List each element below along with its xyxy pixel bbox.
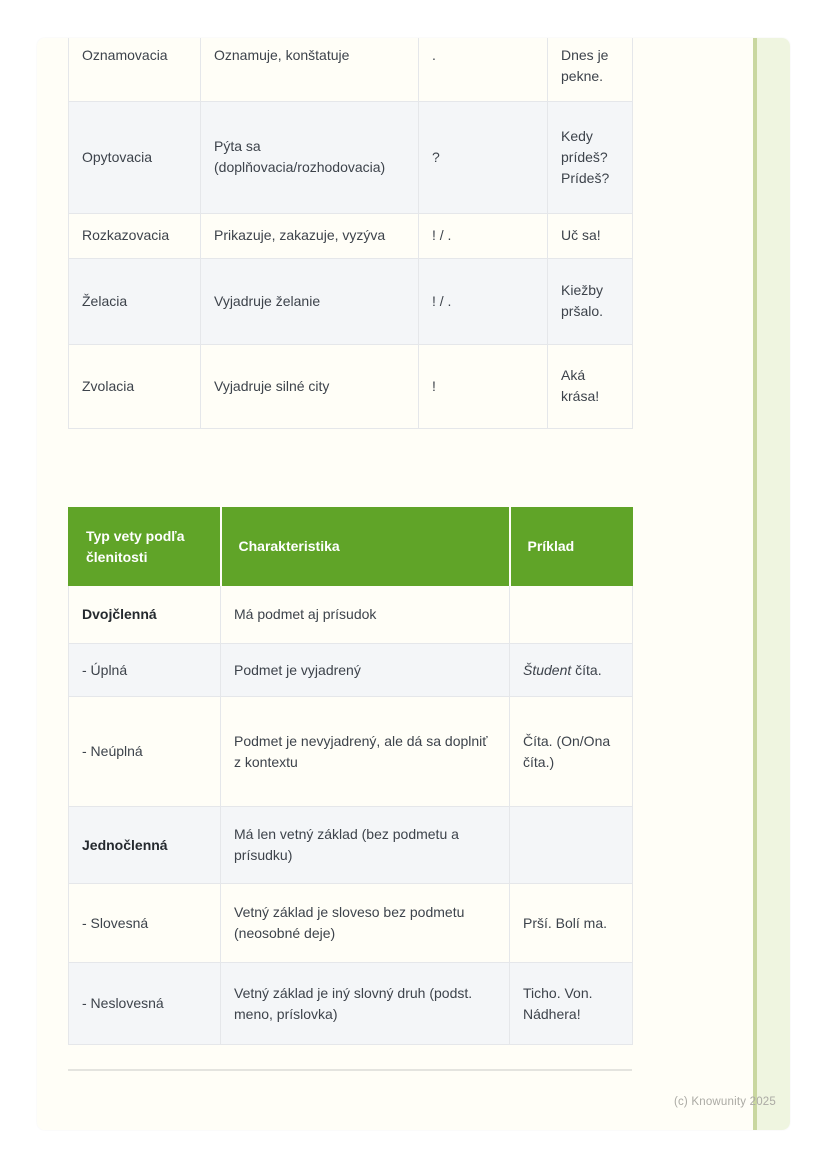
- cell-type: Oznamovacia: [69, 38, 201, 101]
- table-row: [69, 644, 633, 697]
- table-row: [69, 213, 633, 258]
- table-row: [69, 884, 633, 963]
- table-row: [69, 697, 633, 807]
- table-row: [69, 586, 633, 644]
- cell-desc: Má len vetný základ (bez podmetu a prísudku): [221, 807, 510, 884]
- example-text: číta.: [571, 661, 602, 678]
- cell-desc: Oznamuje, konštatuje: [201, 38, 419, 101]
- cell-type: - Úplná: [69, 644, 221, 697]
- cell-example: Prší. Bolí ma.: [510, 884, 633, 963]
- header-charakteristika: Charakteristika: [221, 508, 510, 586]
- table-row: [69, 101, 633, 213]
- cell-desc: Vetný základ je sloveso bez podmetu (neosobné deje): [221, 884, 510, 963]
- table-row: [69, 38, 633, 101]
- cell-desc: Pýta sa (doplňovacia/rozhodovacia): [201, 101, 419, 213]
- cell-type: - Neúplná: [69, 697, 221, 807]
- cell-example: Uč sa!: [548, 213, 633, 258]
- header-typ-vety: Typ vety podľa členitosti: [69, 508, 221, 586]
- cell-example: Dnes je pekne.: [548, 38, 633, 101]
- cell-desc: Podmet je vyjadrený: [221, 644, 510, 697]
- cell-desc: Vyjadruje silné city: [201, 344, 419, 428]
- cell-example: [510, 586, 633, 644]
- table-row: [69, 807, 633, 884]
- cell-desc: Má podmet aj prísudok: [221, 586, 510, 644]
- cell-example: Ticho. Von. Nádhera!: [510, 963, 633, 1045]
- cell-example: Kiežby pršalo.: [548, 258, 633, 344]
- cell-example: Číta. (On/Ona číta.): [510, 697, 633, 807]
- table-row: [69, 258, 633, 344]
- cell-punct: ?: [419, 101, 548, 213]
- cell-type: - Neslovesná: [69, 963, 221, 1045]
- cell-punct: ! / .: [419, 258, 548, 344]
- divider: [68, 1069, 632, 1071]
- clenitost-table-body: [69, 586, 633, 1045]
- cell-type: Zvolacia: [69, 344, 201, 428]
- cell-type: - Slovesná: [69, 884, 221, 963]
- cell-type: Rozkazovacia: [69, 213, 201, 258]
- watermark-text: (c) Knowunity 2025: [673, 1096, 776, 1108]
- cell-desc: Podmet je nevyjadrený, ale dá sa doplniť z kontextu: [221, 697, 510, 807]
- table-row: [69, 963, 633, 1045]
- cell-type: Opytovacia: [69, 101, 201, 213]
- cell-punct: ! / .: [419, 213, 548, 258]
- cell-punct: !: [419, 344, 548, 428]
- cell-example: Aká krása!: [548, 344, 633, 428]
- sentence-structure-table: [68, 507, 633, 1045]
- table-header-row: [69, 508, 633, 586]
- example-italic-text: Študent: [523, 661, 572, 678]
- page-edge-green-stripe: [753, 38, 790, 1130]
- document-page: [37, 38, 790, 1130]
- cell-type: Jednočlenná: [69, 807, 221, 884]
- cell-example: [510, 807, 633, 884]
- cell-desc: Vyjadruje želanie: [201, 258, 419, 344]
- table-row: [69, 344, 633, 428]
- header-priklad: Príklad: [510, 508, 633, 586]
- cell-type: Želacia: [69, 258, 201, 344]
- cell-type: Dvojčlenná: [69, 586, 221, 644]
- cell-example: [510, 644, 633, 697]
- punctuation-table-body: [69, 38, 633, 428]
- cell-desc: Vetný základ je iný slovný druh (podst. meno, príslovka): [221, 963, 510, 1045]
- sentence-type-punctuation-table: [68, 38, 633, 429]
- sentence-structure-table-header: [69, 508, 633, 586]
- cell-punct: .: [419, 38, 548, 101]
- cell-desc: Prikazuje, zakazuje, vyzýva: [201, 213, 419, 258]
- cell-example: Kedy prídeš? Prídeš?: [548, 101, 633, 213]
